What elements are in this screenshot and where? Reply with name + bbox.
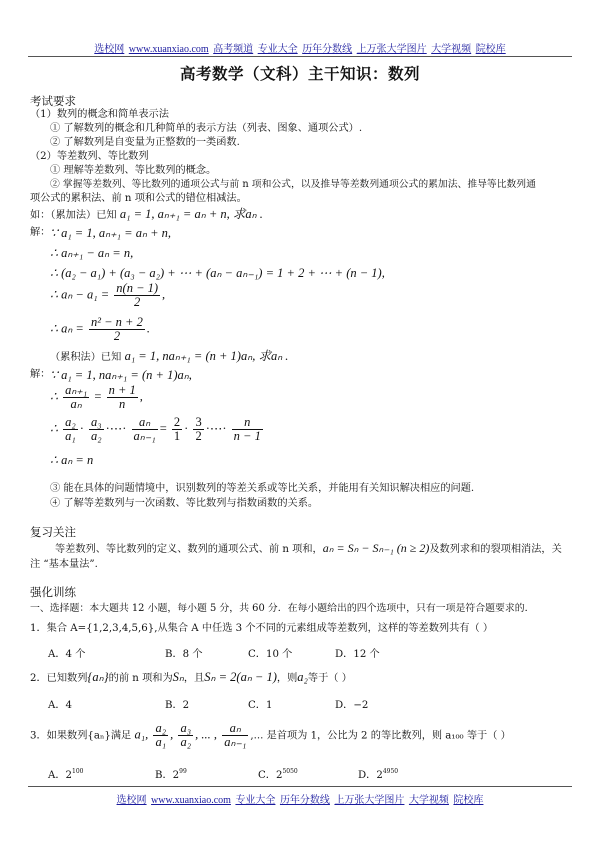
q3-option-a-exp: 100 <box>72 768 84 775</box>
exam-req-item1a: ① 了解数列的概念和几种简单的表示方法（列表、图象、通项公式）. <box>50 123 363 134</box>
frac-den: 1 <box>173 429 181 443</box>
example2-label <box>50 350 288 364</box>
header-link-colleges[interactable]: 院校库 <box>475 44 506 55</box>
question3: 3．如果数列{aₙ}满足 a₁, $\frac{\text{a₂}}{\text{a₁}}$ , $\frac{\text{a₃}}{\text{a₂}}$ , ... , $\frac{\text{aₙ}}{\text{aₙ₋₁}}$ ,... 是首项为 1，公比为 2 的等比数列，则 a₁₀₀ 等于（ ） <box>30 721 511 749</box>
frac-num: 2 <box>173 415 181 429</box>
footer-link-site[interactable]: www.xuanxiao.com <box>151 795 231 806</box>
header-link-pictures[interactable]: 上万张大学图片 <box>356 44 427 55</box>
q2-text-d: ，则 <box>276 673 298 684</box>
solution2-line3-frac3 <box>132 416 158 443</box>
solution2-line2: ∴ $\frac{\text{aₙ₊₁}}{\text{aₙ}}$ = $\frac{n + 1}{n}$ , <box>50 383 143 411</box>
exam-req-item2a: ① 理解等差数列、等比数列的概念。 <box>50 165 217 176</box>
header-link-videos[interactable]: 大学视频 <box>431 44 472 55</box>
q2-sequence: {aₙ} <box>87 670 109 684</box>
q3-frac3 <box>222 722 248 749</box>
solution1-line5-fraction <box>89 316 145 343</box>
q3-text-b: ,... 是首项为 1，公比为 2 的等比数列，则 a₁₀₀ 等于（ ） <box>250 730 511 742</box>
review-paragraph-line1 <box>55 542 562 556</box>
header-link-scores[interactable]: 历年分数线 <box>302 44 353 55</box>
question2 <box>30 671 352 685</box>
header-links <box>0 40 600 55</box>
q2-option-a[interactable]: A．4 <box>48 700 73 711</box>
q3-option-d-label: D．2 <box>358 770 383 781</box>
review-heading: 复习关注 <box>30 525 76 539</box>
q3-option-b-exp: 99 <box>179 768 187 775</box>
q2-option-d[interactable]: D．−2 <box>335 700 369 711</box>
frac-den: 2 <box>195 429 202 443</box>
footer-divider <box>28 786 572 787</box>
solution2-line3-frac6 <box>232 416 263 443</box>
page-title: 高考数学（文科）主干知识：数列 <box>179 65 420 83</box>
footer-link-xuanxiao[interactable]: 选校网 <box>116 795 147 806</box>
example1-label <box>30 208 263 222</box>
solution2-line2-rhs-fraction <box>107 384 138 411</box>
header-link-majors[interactable]: 专业大全 <box>257 44 298 55</box>
q3-option-c-exp: 5050 <box>282 768 298 775</box>
q1-option-d[interactable]: D．12 个 <box>335 649 380 660</box>
solution2-line4: ∴ aₙ = n <box>50 453 94 467</box>
frac-num: aₙ <box>132 416 158 430</box>
q3-option-c-label: C．2 <box>258 770 283 781</box>
solution2-line3-frac5 <box>193 416 203 443</box>
exam-req-heading: 考试要求 <box>30 94 76 108</box>
solution2-line2-lhs-num: aₙ₊₁ <box>65 383 88 397</box>
footer-link-colleges[interactable]: 院校库 <box>453 795 484 806</box>
example2-condition: a₁ = 1, naₙ₊₁ = (n + 1)aₙ, 求aₙ . <box>124 349 289 363</box>
example2-prefix: （累积法）已知 <box>50 352 122 363</box>
footer-link-videos[interactable]: 大学视频 <box>408 795 449 806</box>
solution2-line3: ∴ $\frac{\text{a₂}}{\text{a₁}}$ · $\frac{\text{a₃}}{\text{a₂}}$ ·⋯· $\frac{\text{aₙ}}{\text{aₙ₋₁}}$ = $\frac{2}{1}$ · $\frac{3}{2}$ ·⋯· $\frac{n}{n - 1}$ <box>50 415 261 443</box>
header-link-gaokao[interactable]: 高考频道 <box>213 44 254 55</box>
header-link-site[interactable]: www.xuanxiao.com <box>128 44 209 55</box>
solution1-line5-denominator: 2 <box>113 329 121 343</box>
q3-option-d-exp: 4950 <box>382 768 399 775</box>
footer-link-pictures[interactable]: 上万张大学图片 <box>334 795 405 806</box>
frac-den: n − 1 <box>233 429 261 443</box>
frac-num: n <box>232 416 263 430</box>
exam-req-item2b-line2: 项公式的累积法、前 n 项和公式的错位相减法。 <box>30 193 247 204</box>
solution1-line4-numerator: n(n − 1) <box>116 281 159 295</box>
header-link-xuanxiao[interactable]: 选校网 <box>94 44 125 55</box>
q1-option-a[interactable]: A．4 个 <box>48 649 86 660</box>
q3-frac1 <box>153 722 168 749</box>
review-text-b: 及数列求和的裂项相消法，关 <box>429 544 562 555</box>
solution1-line2: ∴ aₙ₊₁ − aₙ = n, <box>50 246 134 260</box>
q2-equation: Sₙ = 2(aₙ − 1) <box>204 670 277 684</box>
q3-option-d[interactable] <box>358 766 398 781</box>
frac-num: a₂ <box>65 415 76 429</box>
training-heading: 强化训练 <box>30 585 76 599</box>
frac-den: a₂ <box>180 735 192 749</box>
training-intro: 一、选择题：本大题共 12 小题，每小题 5 分，共 60 分．在每小题给出的四个选项中，只有一项是符合题要求的． <box>30 603 535 614</box>
frac-num: 3 <box>195 415 202 429</box>
solution1-line5-lhs: ∴ aₙ = <box>50 321 84 336</box>
example1-prefix: 如：（累加法）已知 <box>30 210 117 221</box>
solution2-line3-frac4 <box>172 416 182 443</box>
solution2-line3-therefore: ∴ <box>50 421 58 436</box>
q3-option-b-label: B．2 <box>155 770 180 781</box>
header-divider <box>28 56 572 57</box>
q3-text-a: 3．如果数列{aₙ}满足 <box>30 730 132 742</box>
q2-text-b: 的前 n 项和为 <box>108 673 173 684</box>
solution1-line4-fraction <box>114 282 160 309</box>
solution2-line3-frac2 <box>89 416 104 443</box>
solution1-line5: ∴ aₙ = $\frac{\text{n² − n + 2}}{2}$ . <box>50 315 150 343</box>
frac-den: aₙ₋₁ <box>224 735 247 749</box>
q3-option-c[interactable] <box>258 766 298 781</box>
q2-option-b[interactable]: B．2 <box>165 700 190 711</box>
solution1-line3: ∴ (a₂ − a₁) + (a₃ − a₂) + ⋯ + (aₙ − aₙ₋₁) = 1 + 2 + ⋯ + (n − 1), <box>50 266 385 280</box>
q3-first-term: a₁, <box>134 727 149 742</box>
solution1-line4-lhs: ∴ aₙ − a₁ = <box>50 287 110 302</box>
solution2-line1: ∵ a₁ = 1, naₙ₊₁ = (n + 1)aₙ, <box>50 368 192 382</box>
frac-num: a₂ <box>155 721 167 735</box>
footer-links <box>0 791 600 806</box>
q2-option-c[interactable]: C．1 <box>248 700 273 711</box>
frac-den: aₙ₋₁ <box>133 429 156 443</box>
exam-req-item1: （1）数列的概念和简单表示法 <box>30 109 169 120</box>
solution1-line4-denominator: 2 <box>134 295 141 309</box>
frac-den: a₂ <box>90 429 102 443</box>
solution2-line2-rhs-den: n <box>119 397 126 411</box>
exam-req-item1b: ② 了解数列是自变量为正整数的一类函数. <box>50 137 240 148</box>
frac-num: a₃ <box>90 415 102 429</box>
solution1-label: 解： <box>30 227 51 238</box>
footer-link-scores[interactable]: 历年分数线 <box>279 795 330 806</box>
review-text-a: 等差数列、等比数列的定义、数列的通项公式、前 n 项和， <box>55 544 323 555</box>
solution2-line2-lhs-den: aₙ <box>70 397 82 411</box>
footer-link-majors[interactable]: 专业大全 <box>235 795 276 806</box>
solution2-line2-lhs-fraction <box>63 384 89 411</box>
solution2-line2-rhs-num: n + 1 <box>108 383 136 397</box>
question1: 1．集合 A={1,2,3,4,5,6},从集合 A 中任选 3 个不同的元素组成等差数列，这样的等差数列共有（ ） <box>30 623 494 634</box>
q1-option-b[interactable]: B．8 个 <box>165 649 203 660</box>
q1-option-c[interactable]: C．10 个 <box>248 649 293 660</box>
review-paragraph-line2: 注 “基本量法”. <box>30 559 98 570</box>
exam-req-item2c: ③ 能在具体的问题情境中，识别数列的等差关系或等比关系，并能用有关知识解决相应的问题. <box>50 483 475 494</box>
frac-den: a₁ <box>65 429 76 443</box>
exam-req-item2: （2）等差数列、等比数列 <box>30 151 149 162</box>
frac-num: a₃ <box>180 721 192 735</box>
solution1-line1: ∵ a₁ = 1, aₙ₊₁ = aₙ + n, <box>50 226 172 240</box>
solution2-label: 解： <box>30 369 51 380</box>
q3-option-b[interactable] <box>155 766 187 781</box>
frac-den: a₁ <box>155 735 167 749</box>
exam-req-item2b-line1: ② 掌握等差数列、等比数列的通项公式与前 n 项和公式，以及推导等差数列通项公式的累加法、推导等比数列通 <box>50 179 536 190</box>
solution2-line3-frac1 <box>63 416 78 443</box>
q3-option-a[interactable] <box>48 766 83 781</box>
q2-sum: Sₙ <box>172 670 184 684</box>
q3-option-a-label: A．2 <box>48 770 73 781</box>
frac-num: aₙ <box>222 722 248 736</box>
review-formula: aₙ = Sₙ − Sₙ₋₁ (n ≥ 2) <box>322 541 430 555</box>
exam-req-item2d: ④ 了解等差数列与一次函数、等比数列与指数函数的关系。 <box>50 498 319 509</box>
example1-condition: a₁ = 1, aₙ₊₁ = aₙ + n, 求aₙ . <box>119 207 263 221</box>
q2-text-c: ，且 <box>183 673 205 684</box>
solution2-line2-therefore: ∴ <box>50 389 58 404</box>
q2-text-a: 2．已知数列 <box>30 673 88 684</box>
q3-frac2 <box>178 722 193 749</box>
solution1-line5-numerator: n² − n + 2 <box>91 315 143 329</box>
q2-text-e: 等于（ ） <box>307 673 352 684</box>
solution1-line4: ∴ aₙ − a₁ = $\frac{n(n - 1)}{2}$ , <box>50 281 166 309</box>
q2-a2: a₂ <box>297 670 308 684</box>
